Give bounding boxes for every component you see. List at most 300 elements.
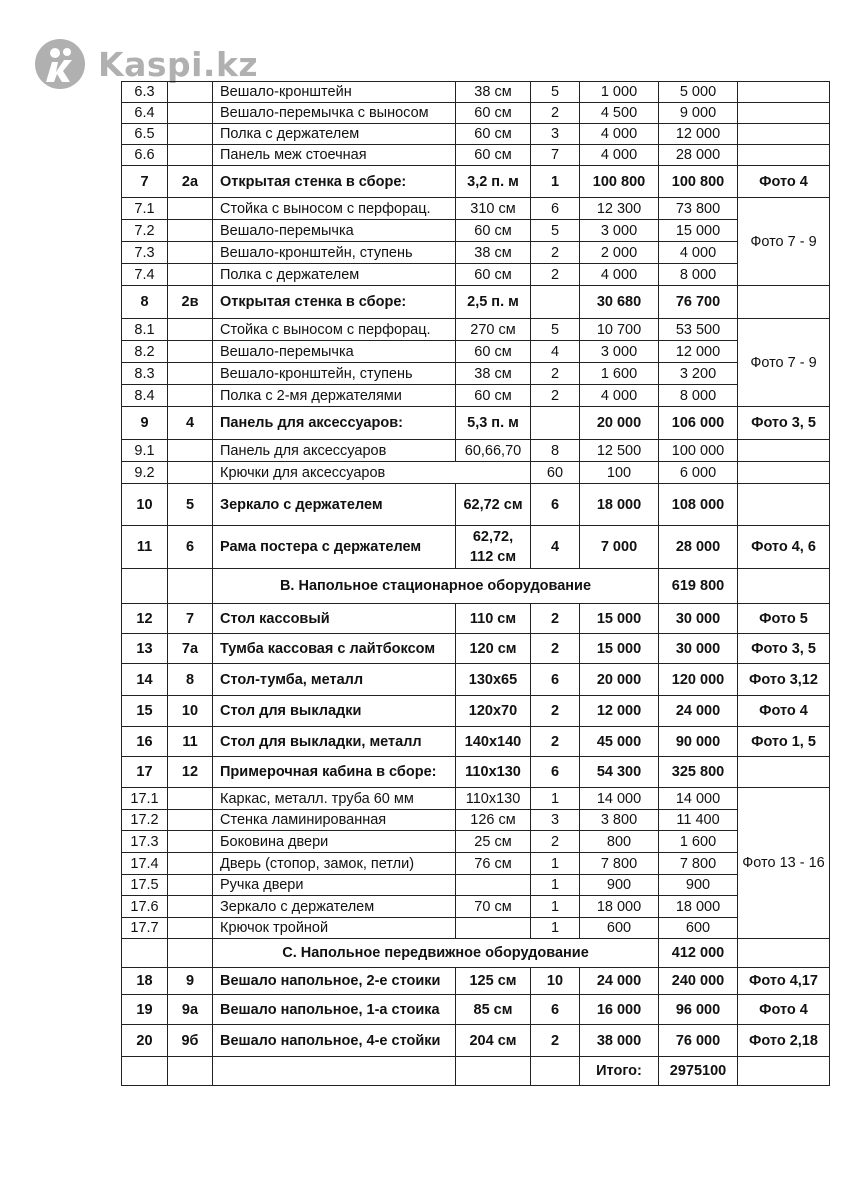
item-number: 17.1 xyxy=(122,788,168,810)
table-row xyxy=(122,995,830,1025)
empty-cell xyxy=(122,569,168,604)
section-total: 412 000 xyxy=(659,939,738,968)
item-qty: 6 xyxy=(531,757,580,788)
item-sum: 108 000 xyxy=(659,484,738,526)
item-name: Открытая стенка в сборе: xyxy=(213,166,456,198)
item-number: 12 xyxy=(122,604,168,634)
photo-reference: Фото 4,17 xyxy=(738,968,830,995)
section-row xyxy=(122,569,830,604)
item-qty: 60 xyxy=(531,462,580,484)
item-size: 60 см xyxy=(456,103,531,124)
item-price: 12 000 xyxy=(580,696,659,727)
item-number: 15 xyxy=(122,696,168,727)
position-code xyxy=(168,462,213,484)
item-size: 76 см xyxy=(456,853,531,875)
item-qty xyxy=(531,407,580,440)
empty-cell xyxy=(738,569,830,604)
position-code: 7а xyxy=(168,634,213,664)
item-size: 204 см xyxy=(456,1025,531,1057)
item-sum: 76 000 xyxy=(659,1025,738,1057)
table-row xyxy=(122,407,830,440)
position-code xyxy=(168,319,213,341)
item-name: Крючок тройной xyxy=(213,918,456,939)
position-code xyxy=(168,82,213,103)
item-sum: 96 000 xyxy=(659,995,738,1025)
position-code xyxy=(168,831,213,853)
item-price: 900 xyxy=(580,875,659,896)
table-row xyxy=(122,896,830,918)
position-code: 11 xyxy=(168,727,213,757)
photo-reference xyxy=(738,103,830,124)
item-name: Панель меж стоечная xyxy=(213,145,456,166)
item-qty: 10 xyxy=(531,968,580,995)
item-qty: 1 xyxy=(531,788,580,810)
item-size: 60 см xyxy=(456,124,531,145)
item-qty: 2 xyxy=(531,604,580,634)
item-name: Тумба кассовая с лайтбоксом xyxy=(213,634,456,664)
item-number: 20 xyxy=(122,1025,168,1057)
item-name: Открытая стенка в сборе: xyxy=(213,286,456,319)
item-price: 3 000 xyxy=(580,341,659,363)
item-number: 8.2 xyxy=(122,341,168,363)
item-price: 38 000 xyxy=(580,1025,659,1057)
item-sum: 9 000 xyxy=(659,103,738,124)
item-sum: 28 000 xyxy=(659,526,738,569)
item-price: 4 000 xyxy=(580,145,659,166)
item-name: Зеркало с держателем xyxy=(213,484,456,526)
item-name: Полка с держателем xyxy=(213,124,456,145)
position-code xyxy=(168,896,213,918)
item-name: Стенка ламинированная xyxy=(213,810,456,831)
equipment-table xyxy=(121,81,830,1086)
item-sum: 12 000 xyxy=(659,341,738,363)
item-name: Вешало-перемычка xyxy=(213,220,456,242)
item-qty: 2 xyxy=(531,634,580,664)
photo-reference: Фото 5 xyxy=(738,604,830,634)
position-code: 12 xyxy=(168,757,213,788)
item-price: 100 800 xyxy=(580,166,659,198)
item-name: Крючки для аксессуаров xyxy=(213,462,531,484)
photo-reference: Фото 4, 6 xyxy=(738,526,830,569)
item-price: 1 600 xyxy=(580,363,659,385)
item-price: 12 300 xyxy=(580,198,659,220)
item-price: 54 300 xyxy=(580,757,659,788)
table-row xyxy=(122,220,830,242)
item-qty: 1 xyxy=(531,896,580,918)
item-price: 800 xyxy=(580,831,659,853)
table-row xyxy=(122,918,830,939)
photo-reference xyxy=(738,484,830,526)
item-number: 6.4 xyxy=(122,103,168,124)
item-qty: 2 xyxy=(531,1025,580,1057)
item-size: 25 см xyxy=(456,831,531,853)
table-row xyxy=(122,341,830,363)
photo-reference: Фото 2,18 xyxy=(738,1025,830,1057)
empty-cell xyxy=(213,1057,456,1086)
position-code xyxy=(168,788,213,810)
position-code xyxy=(168,264,213,286)
photo-reference xyxy=(738,145,830,166)
position-code xyxy=(168,103,213,124)
table-row xyxy=(122,385,830,407)
item-size: 120 см xyxy=(456,634,531,664)
item-name: Стойка с выносом с перфорац. xyxy=(213,319,456,341)
section-total: 619 800 xyxy=(659,569,738,604)
item-price: 45 000 xyxy=(580,727,659,757)
item-number: 9.1 xyxy=(122,440,168,462)
item-qty: 6 xyxy=(531,484,580,526)
item-qty: 2 xyxy=(531,103,580,124)
item-qty: 6 xyxy=(531,995,580,1025)
item-sum: 900 xyxy=(659,875,738,896)
position-code xyxy=(168,875,213,896)
item-size: 120x70 xyxy=(456,696,531,727)
item-size: 60 см xyxy=(456,264,531,286)
photo-reference: Фото 1, 5 xyxy=(738,727,830,757)
item-qty: 6 xyxy=(531,664,580,696)
photo-reference: Фото 4 xyxy=(738,696,830,727)
position-code: 9 xyxy=(168,968,213,995)
item-size: 140x140 xyxy=(456,727,531,757)
item-number: 11 xyxy=(122,526,168,569)
section-title: C. Напольное передвижное оборудование xyxy=(213,939,659,968)
photo-reference: Фото 3, 5 xyxy=(738,407,830,440)
item-size xyxy=(456,875,531,896)
photo-reference: Фото 3,12 xyxy=(738,664,830,696)
table-row xyxy=(122,788,830,810)
item-size: 60 см xyxy=(456,385,531,407)
table-row xyxy=(122,831,830,853)
position-code: 4 xyxy=(168,407,213,440)
empty-cell xyxy=(122,939,168,968)
photo-reference: Фото 7 - 9 xyxy=(738,198,830,286)
position-code xyxy=(168,363,213,385)
item-number: 17.5 xyxy=(122,875,168,896)
item-sum: 11 400 xyxy=(659,810,738,831)
item-name: Вешало-кронштейн xyxy=(213,82,456,103)
item-number: 16 xyxy=(122,727,168,757)
item-price: 18 000 xyxy=(580,896,659,918)
item-name: Вешало напольное, 4-е стойки xyxy=(213,1025,456,1057)
item-number: 10 xyxy=(122,484,168,526)
item-sum: 240 000 xyxy=(659,968,738,995)
item-qty: 2 xyxy=(531,727,580,757)
table-row xyxy=(122,1025,830,1057)
item-sum: 120 000 xyxy=(659,664,738,696)
item-sum: 12 000 xyxy=(659,124,738,145)
empty-cell xyxy=(168,569,213,604)
item-name: Полка с держателем xyxy=(213,264,456,286)
item-size: 62,72, 112 см xyxy=(456,526,531,569)
position-code xyxy=(168,440,213,462)
item-price: 1 000 xyxy=(580,82,659,103)
item-price: 100 xyxy=(580,462,659,484)
table-row xyxy=(122,968,830,995)
position-code: 7 xyxy=(168,604,213,634)
photo-reference xyxy=(738,124,830,145)
item-sum: 30 000 xyxy=(659,634,738,664)
item-size: 62,72 см xyxy=(456,484,531,526)
item-name: Рама постера с держателем xyxy=(213,526,456,569)
photo-reference: Фото 4 xyxy=(738,995,830,1025)
item-number: 9.2 xyxy=(122,462,168,484)
table-row xyxy=(122,664,830,696)
item-qty: 6 xyxy=(531,198,580,220)
item-name: Боковина двери xyxy=(213,831,456,853)
empty-cell xyxy=(531,1057,580,1086)
table-row xyxy=(122,363,830,385)
item-sum: 90 000 xyxy=(659,727,738,757)
photo-reference: Фото 13 - 16 xyxy=(738,788,830,939)
item-size: 3,2 п. м xyxy=(456,166,531,198)
item-number: 6.6 xyxy=(122,145,168,166)
position-code: 2в xyxy=(168,286,213,319)
table-row xyxy=(122,82,830,103)
item-price: 15 000 xyxy=(580,604,659,634)
item-sum: 24 000 xyxy=(659,696,738,727)
item-qty: 3 xyxy=(531,124,580,145)
item-qty: 1 xyxy=(531,918,580,939)
item-number: 13 xyxy=(122,634,168,664)
item-size: 310 см xyxy=(456,198,531,220)
item-price: 4 000 xyxy=(580,264,659,286)
item-number: 17.2 xyxy=(122,810,168,831)
item-price: 3 000 xyxy=(580,220,659,242)
item-price: 2 000 xyxy=(580,242,659,264)
item-qty: 4 xyxy=(531,341,580,363)
item-name: Панель для аксессуаров: xyxy=(213,407,456,440)
item-number: 7.1 xyxy=(122,198,168,220)
table-row xyxy=(122,810,830,831)
table-row xyxy=(122,757,830,788)
item-price: 4 000 xyxy=(580,124,659,145)
item-number: 18 xyxy=(122,968,168,995)
item-sum: 325 800 xyxy=(659,757,738,788)
photo-reference xyxy=(738,440,830,462)
item-name: Вешало-перемычка с выносом xyxy=(213,103,456,124)
empty-cell xyxy=(738,1057,830,1086)
position-code: 5 xyxy=(168,484,213,526)
table-row xyxy=(122,319,830,341)
item-price: 30 680 xyxy=(580,286,659,319)
photo-reference: Фото 7 - 9 xyxy=(738,319,830,407)
photo-reference xyxy=(738,757,830,788)
item-name: Стол для выкладки, металл xyxy=(213,727,456,757)
section-title: B. Напольное стационарное оборудование xyxy=(213,569,659,604)
table-row xyxy=(122,526,830,569)
table-row xyxy=(122,604,830,634)
table-row xyxy=(122,696,830,727)
item-name: Вешало-кронштейн, ступень xyxy=(213,363,456,385)
total-row xyxy=(122,1057,830,1086)
item-sum: 100 800 xyxy=(659,166,738,198)
empty-cell xyxy=(122,1057,168,1086)
position-code: 6 xyxy=(168,526,213,569)
item-price: 14 000 xyxy=(580,788,659,810)
item-size: 110 см xyxy=(456,604,531,634)
item-qty: 1 xyxy=(531,166,580,198)
item-name: Стойка с выносом с перфорац. xyxy=(213,198,456,220)
item-name: Зеркало с держателем xyxy=(213,896,456,918)
item-number: 17.6 xyxy=(122,896,168,918)
item-qty: 2 xyxy=(531,242,580,264)
table-row xyxy=(122,103,830,124)
photo-reference: Фото 4 xyxy=(738,166,830,198)
item-size: 126 см xyxy=(456,810,531,831)
item-price: 24 000 xyxy=(580,968,659,995)
item-size: 38 см xyxy=(456,363,531,385)
item-sum: 14 000 xyxy=(659,788,738,810)
item-sum: 600 xyxy=(659,918,738,939)
item-sum: 15 000 xyxy=(659,220,738,242)
item-sum: 76 700 xyxy=(659,286,738,319)
item-qty xyxy=(531,286,580,319)
item-qty: 1 xyxy=(531,875,580,896)
table-row xyxy=(122,875,830,896)
item-size: 60 см xyxy=(456,220,531,242)
item-number: 8.1 xyxy=(122,319,168,341)
item-sum: 106 000 xyxy=(659,407,738,440)
item-size: 2,5 п. м xyxy=(456,286,531,319)
item-name: Панель для аксессуаров xyxy=(213,440,456,462)
item-qty: 5 xyxy=(531,319,580,341)
table-row xyxy=(122,286,830,319)
photo-reference xyxy=(738,286,830,319)
item-number: 17.7 xyxy=(122,918,168,939)
item-size: 60,66,70 xyxy=(456,440,531,462)
item-price: 600 xyxy=(580,918,659,939)
item-sum: 1 600 xyxy=(659,831,738,853)
item-size: 85 см xyxy=(456,995,531,1025)
item-price: 16 000 xyxy=(580,995,659,1025)
position-code xyxy=(168,810,213,831)
item-size: 5,3 п. м xyxy=(456,407,531,440)
item-sum: 3 200 xyxy=(659,363,738,385)
item-sum: 53 500 xyxy=(659,319,738,341)
table-row xyxy=(122,440,830,462)
item-sum: 28 000 xyxy=(659,145,738,166)
position-code xyxy=(168,242,213,264)
position-code: 8 xyxy=(168,664,213,696)
item-number: 17 xyxy=(122,757,168,788)
item-price: 3 800 xyxy=(580,810,659,831)
position-code xyxy=(168,385,213,407)
item-name: Стол кассовый xyxy=(213,604,456,634)
item-number: 6.3 xyxy=(122,82,168,103)
item-price: 7 800 xyxy=(580,853,659,875)
item-sum: 5 000 xyxy=(659,82,738,103)
item-sum: 4 000 xyxy=(659,242,738,264)
item-name: Каркас, металл. труба 60 мм xyxy=(213,788,456,810)
item-name: Полка с 2-мя держателями xyxy=(213,385,456,407)
item-name: Дверь (стопор, замок, петли) xyxy=(213,853,456,875)
item-name: Стол-тумба, металл xyxy=(213,664,456,696)
position-code xyxy=(168,918,213,939)
item-qty: 7 xyxy=(531,145,580,166)
item-price: 15 000 xyxy=(580,634,659,664)
item-sum: 7 800 xyxy=(659,853,738,875)
item-qty: 3 xyxy=(531,810,580,831)
item-number: 8.4 xyxy=(122,385,168,407)
item-size: 110x130 xyxy=(456,757,531,788)
position-code xyxy=(168,853,213,875)
item-number: 9 xyxy=(122,407,168,440)
item-qty: 2 xyxy=(531,831,580,853)
item-number: 7.4 xyxy=(122,264,168,286)
item-qty: 2 xyxy=(531,363,580,385)
empty-cell xyxy=(168,939,213,968)
item-number: 7 xyxy=(122,166,168,198)
table-row xyxy=(122,198,830,220)
item-qty: 2 xyxy=(531,264,580,286)
item-name: Вешало напольное, 1-а стоика xyxy=(213,995,456,1025)
item-qty: 1 xyxy=(531,853,580,875)
item-size: 125 см xyxy=(456,968,531,995)
position-code: 9а xyxy=(168,995,213,1025)
photo-reference: Фото 3, 5 xyxy=(738,634,830,664)
total-value: 2975100 xyxy=(659,1057,738,1086)
item-price: 7 000 xyxy=(580,526,659,569)
item-number: 17.4 xyxy=(122,853,168,875)
total-label: Итого: xyxy=(580,1057,659,1086)
table-row xyxy=(122,634,830,664)
table-row xyxy=(122,145,830,166)
item-sum: 18 000 xyxy=(659,896,738,918)
position-code xyxy=(168,124,213,145)
watermark-text: Kaspi.kz xyxy=(98,44,259,84)
item-price: 4 500 xyxy=(580,103,659,124)
item-qty: 2 xyxy=(531,696,580,727)
item-price: 18 000 xyxy=(580,484,659,526)
item-size: 130x65 xyxy=(456,664,531,696)
position-code xyxy=(168,341,213,363)
item-price: 4 000 xyxy=(580,385,659,407)
position-code xyxy=(168,220,213,242)
position-code: 10 xyxy=(168,696,213,727)
item-number: 14 xyxy=(122,664,168,696)
item-number: 6.5 xyxy=(122,124,168,145)
table-row xyxy=(122,853,830,875)
item-qty: 2 xyxy=(531,385,580,407)
item-sum: 6 000 xyxy=(659,462,738,484)
item-number: 8 xyxy=(122,286,168,319)
empty-cell xyxy=(456,1057,531,1086)
item-number: 7.2 xyxy=(122,220,168,242)
photo-reference xyxy=(738,462,830,484)
item-price: 20 000 xyxy=(580,664,659,696)
item-price: 10 700 xyxy=(580,319,659,341)
item-qty: 5 xyxy=(531,220,580,242)
item-name: Стол для выкладки xyxy=(213,696,456,727)
item-price: 20 000 xyxy=(580,407,659,440)
item-number: 17.3 xyxy=(122,831,168,853)
item-name: Вешало-кронштейн, ступень xyxy=(213,242,456,264)
item-size: 38 см xyxy=(456,82,531,103)
item-number: 8.3 xyxy=(122,363,168,385)
position-code xyxy=(168,145,213,166)
item-qty: 5 xyxy=(531,82,580,103)
photo-reference xyxy=(738,82,830,103)
table-row xyxy=(122,124,830,145)
item-number: 19 xyxy=(122,995,168,1025)
item-sum: 8 000 xyxy=(659,385,738,407)
item-name: Вешало-перемычка xyxy=(213,341,456,363)
item-name: Вешало напольное, 2-е стоики xyxy=(213,968,456,995)
table-row xyxy=(122,462,830,484)
item-size xyxy=(456,918,531,939)
kaspi-logo-icon xyxy=(34,38,86,90)
position-code xyxy=(168,198,213,220)
